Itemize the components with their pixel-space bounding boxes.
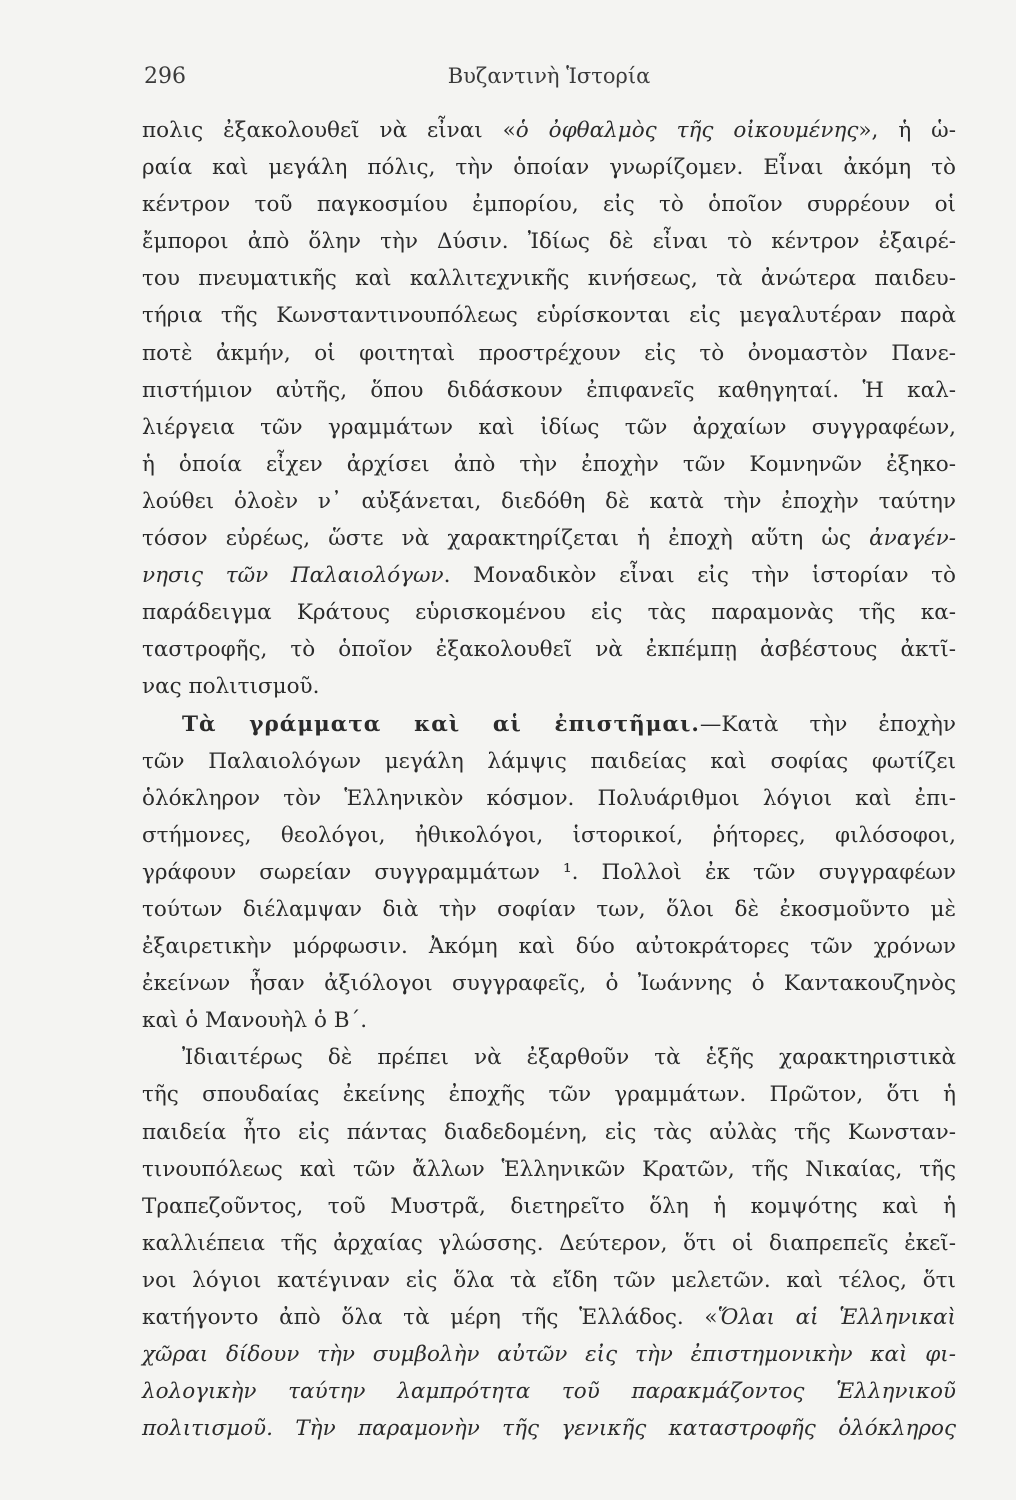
text-line [142, 372, 956, 409]
text-line [142, 1299, 956, 1336]
text-run: κέντρον τοῦ παγκοσμίου ἐμπορίου, εἰς τὸ ὁποῖον συρρέουν οἱ [142, 192, 956, 218]
text-run: τῆς σπουδαίας ἐκείνης ἐποχῆς τῶν γραμμάτων. Πρῶτον, ὅτι ἡ [142, 1082, 956, 1108]
text-run: ἐξαιρετικὴν μόρφωσιν. Ἀκόμη καὶ δύο αὐτοκράτορες τῶν χρόνων [142, 934, 956, 960]
text-run: του πνευματικῆς καὶ καλλιτεχνικῆς κινήσεως, τὰ ἀνώτερα παιδευ- [142, 266, 956, 292]
text-line [142, 149, 956, 186]
text-line [142, 1114, 956, 1151]
text-run: λολογικὴν ταύτην λαμπρότητα τοῦ παρακμάζοντος Ἑλληνικοῦ [142, 1379, 956, 1405]
text-line [142, 1039, 956, 1076]
text-line [142, 928, 956, 965]
text-run: . Μοναδικὸν εἶναι εἰς τὴν ἱστορίαν τὸ [443, 563, 957, 589]
text-run: καλλιέπεια τῆς ἀρχαίας γλώσσης. Δεύτερον, ὅτι οἱ διαπρεπεῖς ἐκεῖ- [142, 1230, 956, 1256]
text-line [142, 631, 956, 668]
text-line [142, 112, 956, 149]
text-line [142, 854, 956, 891]
text-line [142, 780, 956, 817]
text-run: ἀναγέν- [869, 526, 956, 552]
text-run: Ὅλαι αἱ Ἑλληνικαὶ [717, 1305, 956, 1330]
text-line [142, 594, 956, 631]
text-line [142, 223, 956, 260]
text-line [142, 1373, 956, 1410]
text-run: τῶν Παλαιολόγων μεγάλη λάμψις παιδείας καὶ σοφίας φωτίζει [142, 748, 956, 774]
text-line [142, 1076, 956, 1113]
text-line [142, 706, 956, 743]
body-text [142, 112, 956, 1447]
text-line [142, 483, 956, 520]
text-run: καὶ ὁ Μανουὴλ ὁ Β΄. [142, 1008, 368, 1034]
text-run: παράδειγμα Κράτους εὑρισκομένου εἰς τὰς παραμονὰς τῆς κα- [142, 600, 956, 626]
text-run: τούτων διέλαμψαν διὰ τὴν σοφίαν των, ὅλοι δὲ ἐκοσμοῦντο μὲ [142, 896, 956, 922]
text-run: ὁλόκληρον τὸν Ἑλληνικὸν κόσμον. Πολυάριθμοι λόγιοι καὶ ἐπι- [142, 785, 956, 811]
running-title: Βυζαντινὴ Ἱστορία [447, 64, 651, 88]
text-line [142, 668, 956, 705]
text-line [142, 446, 956, 483]
text-line [142, 743, 956, 780]
text-run: ἡ ὁποία εἶχεν ἀρχίσει ἀπὸ τὴν ἐποχὴν τῶν Κομνηνῶν ἐξηκο- [142, 451, 956, 477]
page-number: 296 [144, 64, 186, 89]
text-line [142, 1262, 956, 1299]
text-run: πιστήμιον αὐτῆς, ὅπου διδάσκουν ἐπιφανεῖς καθηγηταί. Ἡ καλ- [142, 377, 956, 403]
text-run: χῶραι δίδουν τὴν συμβολὴν αὐτῶν εἰς τὴν ἐπιστημονικὴν καὶ φι- [142, 1342, 956, 1368]
text-line [142, 1002, 956, 1039]
text-line [142, 186, 956, 223]
text-run: νας πολιτισμοῦ. [142, 674, 320, 700]
text-line [142, 1410, 956, 1447]
text-line [142, 520, 956, 557]
section-heading: Τὰ γράμματα καὶ αἱ ἐπιστῆμαι. [182, 711, 700, 737]
page-header [144, 64, 954, 100]
text-run: ραία καὶ μεγάλη πόλις, τὴν ὁποίαν γνωρίζομεν. Εἶναι ἀκόμη τὸ [142, 155, 956, 181]
text-run: ταστροφῆς, τὸ ὁποῖον ἐξακολουθεῖ νὰ ἐκπέμπῃ ἀσβέστους ἀκτῖ- [142, 637, 956, 663]
text-run: γράφουν σωρείαν συγγραμμάτων ¹. Πολλοὶ ἐκ τῶν συγγραφέων [142, 859, 956, 885]
text-run: Τραπεζοῦντος, τοῦ Μυστρᾶ, διετηρεῖτο ὅλη ἡ κομψότης καὶ ἡ [142, 1193, 956, 1219]
text-line [142, 260, 956, 297]
text-run: στήμονες, θεολόγοι, ἠθικολόγοι, ἱστορικοί, ῥήτορες, φιλόσοφοι, [142, 822, 956, 848]
text-run: λιέργεια τῶν γραμμάτων καὶ ἰδίως τῶν ἀρχαίων συγγραφέων, [142, 414, 956, 440]
text-line [142, 335, 956, 372]
text-run: νοι λόγιοι κατέγιναν εἰς ὅλα τὰ εἴδη τῶν μελετῶν. καὶ τέλος, ὅτι [142, 1267, 956, 1293]
text-run: κατήγοντο ἀπὸ ὅλα τὰ μέρη τῆς Ἑλλάδος. « [142, 1305, 718, 1330]
text-line [142, 1225, 956, 1262]
text-line [142, 1188, 956, 1225]
text-run: τινουπόλεως καὶ τῶν ἄλλων Ἑλληνικῶν Κρατῶν, τῆς Νικαίας, τῆς [142, 1156, 956, 1182]
text-line [142, 1151, 956, 1188]
text-run: », ἡ ὡ- [858, 118, 956, 143]
text-line [142, 817, 956, 854]
text-run: ἔμποροι ἀπὸ ὅλην τὴν Δύσιν. Ἰδίως δὲ εἶναι τὸ κέντρον ἐξαιρέ- [142, 229, 956, 255]
text-line [142, 409, 956, 446]
text-run: παιδεία ἦτο εἰς πάντας διαδεδομένη, εἰς τὰς αὐλὰς τῆς Κωνσταν- [142, 1119, 956, 1145]
text-run: —Κατὰ τὴν ἐποχὴν [699, 711, 956, 737]
text-run: τήρια τῆς Κωνσταντινουπόλεως εὑρίσκονται εἰς μεγαλυτέραν παρὰ [142, 303, 956, 329]
text-run: ὁ ὀφθαλμὸς τῆς οἰκουμένης [515, 118, 859, 143]
text-run: τόσον εὐρέως, ὥστε νὰ χαρακτηρίζεται ἡ ἐποχὴ αὕτη ὡς [142, 526, 870, 552]
text-run: πολιτισμοῦ. Τὴν παραμονὴν τῆς γενικῆς καταστροφῆς ὁλόκληρος [142, 1416, 956, 1442]
text-line [142, 297, 956, 334]
text-line [142, 965, 956, 1002]
text-run: λούθει ὁλοὲν ν᾿ αὐξάνεται, διεδόθη δὲ κατὰ τὴν ἐποχὴν ταύτην [142, 488, 956, 514]
text-run: νησις τῶν Παλαιολόγων [142, 563, 444, 589]
text-run: ποτὲ ἀκμήν, οἱ φοιτηταὶ προστρέχουν εἰς τὸ ὀνομαστὸν Πανε- [142, 340, 956, 366]
text-line [142, 891, 956, 928]
text-run: Ἰδιαιτέρως δὲ πρέπει νὰ ἐξαρθοῦν τὰ ἑξῆς χαρακτηριστικὰ [182, 1045, 956, 1071]
text-run: ἐκείνων ἦσαν ἀξιόλογοι συγγραφεῖς, ὁ Ἰωάννης ὁ Καντακουζηνὸς [142, 971, 956, 997]
text-line [142, 1336, 956, 1373]
text-line [142, 557, 956, 594]
text-run: πολις ἐξακολουθεῖ νὰ εἶναι « [142, 118, 516, 143]
